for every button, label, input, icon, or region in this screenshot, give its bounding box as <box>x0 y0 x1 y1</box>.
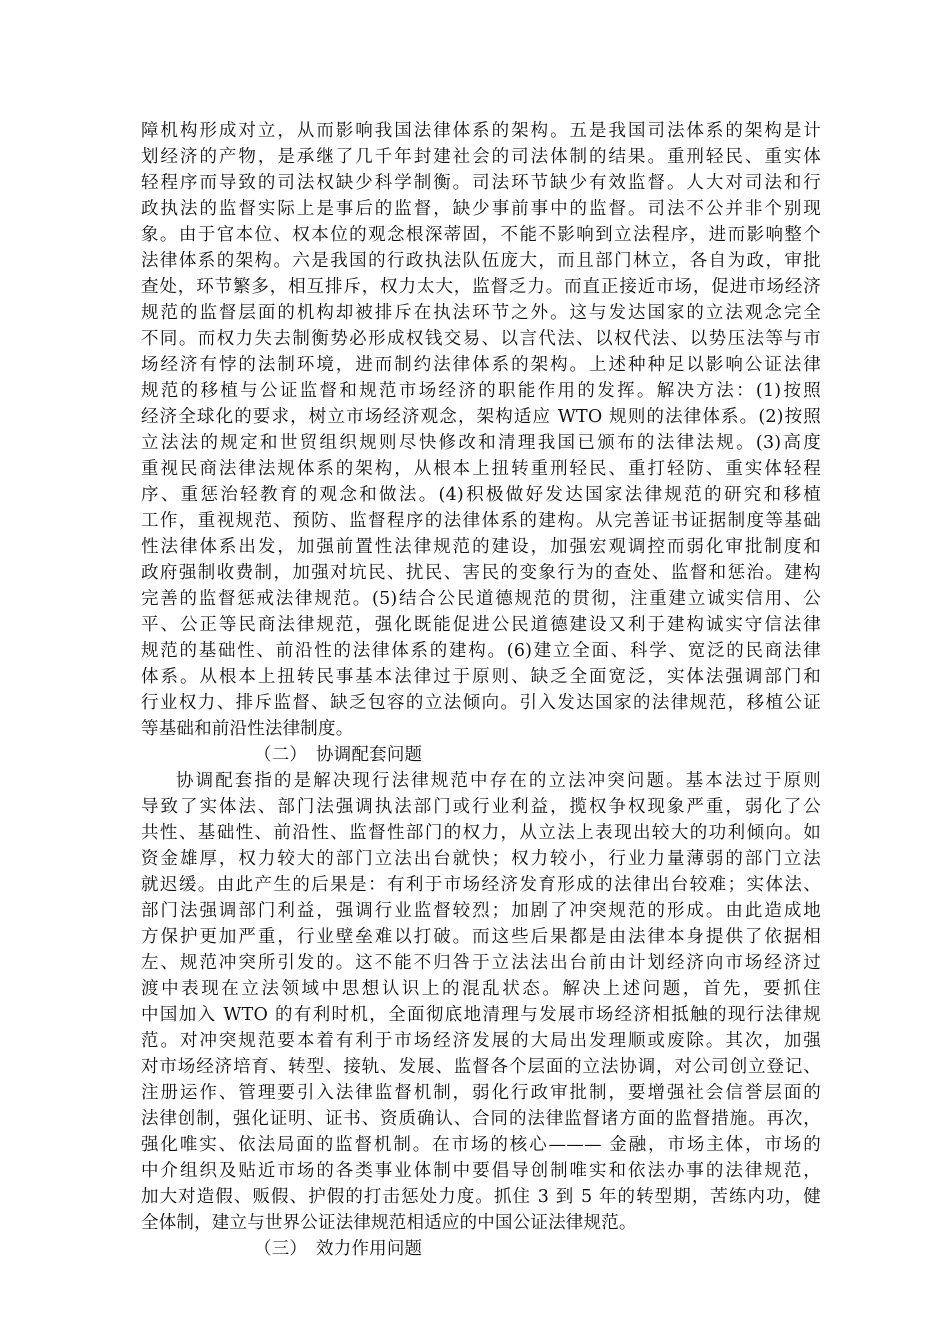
text-line: 平、公正等民商法律规范，强化既能促进公民道德建设又利于建构诚实守信法律 <box>141 615 821 635</box>
text-line: 法律体系的架构。六是我国的行政执法队伍庞大，而且部门林立，各自为政，审批 <box>141 251 821 271</box>
text-line: 重视民商法律法规体系的架构，从根本上扭转重刑轻民、重打轻防、重实体轻程 <box>141 459 821 479</box>
text-line: 强化唯实、依法局面的监督机制。在市场的核心——— 金融，市场主体，市场的 <box>141 1135 821 1155</box>
text-line: 查处，环节繁多，相互排斥，权力太大，监督乏力。而直正接近市场，促进市场经济 <box>141 277 821 297</box>
text-line: 规范的基础性、前沿性的法律体系的建构。(6)建立全面、科学、宽泛的民商法律 <box>141 641 821 661</box>
text-line: 不同。而权力失去制衡势必形成权钱交易、以言代法、以权代法、以势压法等与市 <box>141 329 821 349</box>
text-line: 左、规范冲突所引发的。这不能不归咎于立法法出台前由计划经济向市场经济过 <box>141 953 821 973</box>
text-line: 方保护更加严重，行业壁垒难以打破。而这些后果都是由法律本身提供了依据相 <box>141 927 821 947</box>
text-line: 政执法的监督实际上是事后的监督，缺少事前事中的监督。司法不公并非个别现 <box>141 199 821 219</box>
text-line: 完善的监督惩戒法律规范。(5)结合公民道德规范的贯彻，注重建立诚实信用、公 <box>141 589 821 609</box>
text-line: 立法法的规定和世贸组织规则尽快修改和清理我国已颁布的法律法规。(3)高度 <box>141 433 821 453</box>
text-line: 加大对造假、贩假、护假的打击惩处力度。抓住 3 到 5 年的转型期，苦练内功，健 <box>141 1187 821 1207</box>
text-line: 中介组织及贴近市场的各类事业体制中要倡导创制唯实和依法办事的法律规范， <box>141 1161 821 1181</box>
text-line: 全体制，建立与世界公证法律规范相适应的中国公证法律规范。 <box>141 1213 637 1233</box>
text-line: 对市场经济培育、转型、接轨、发展、监督各个层面的立法协调，对公司创立登记、 <box>141 1057 821 1077</box>
text-line: 等基础和前沿性法律制度。 <box>141 719 354 739</box>
text-line: 序、重惩治轻教育的观念和做法。(4)积极做好发达国家法律规范的研究和移植 <box>141 485 821 505</box>
text-line: 法律创制，强化证明、证书、资质确认、合同的法律监督诸方面的监督措施。再次， <box>141 1109 821 1129</box>
text-line: 划经济的产物，是承继了几千年封建社会的司法体制的结果。重刑轻民、重实体 <box>141 147 821 167</box>
text-line: 场经济有悖的法制环境，进而制约法律体系的架构。上述种种足以影响公证法律 <box>141 355 821 375</box>
text-line: 性法律体系出发，加强前置性法律规范的建设，加强宏观调控而弱化审批制度和 <box>141 537 821 557</box>
text-line: 注册运作、管理要引入法律监督机制，弱化行政审批制，要增强社会信誉层面的 <box>141 1083 821 1103</box>
text-line: 工作，重视规范、预防、监督程序的法律体系的建构。从完善证书证据制度等基础 <box>141 511 821 531</box>
text-line: 体系。从根本上扭转民事基本法律过于原则、缺乏全面宽泛，实体法强调部门和 <box>141 667 821 687</box>
text-line: 范。对冲突规范要本着有利于市场经济发展的大局出发理顺或废除。其次，加强 <box>141 1031 821 1051</box>
text-line: 协调配套指的是解决现行法律规范中存在的立法冲突问题。基本法过于原则 <box>176 771 821 791</box>
text-line: 中国加入 WTO 的有利时机，全面彻底地清理与发展市场经济相抵触的现行法律规 <box>141 1005 821 1025</box>
text-line: 经济全球化的要求，树立市场经济观念，架构适应 WTO 规则的法律体系。(2)按照 <box>141 407 821 427</box>
text-line: 资金雄厚，权力较大的部门立法出台就快；权力较小，行业力量薄弱的部门立法 <box>141 849 821 869</box>
section-heading-3: （三） 效力作用问题 <box>254 1239 423 1259</box>
text-line: 轻程序而导致的司法权缺少科学制衡。司法环节缺少有效监督。人大对司法和行 <box>141 173 821 193</box>
text-line: 就迟缓。由此产生的后果是：有利于市场经济发育形成的法律出台较难；实体法、 <box>141 875 821 895</box>
text-line: 部门法强调部门利益，强调行业监督较烈；加剧了冲突规范的形成。由此造成地 <box>141 901 821 921</box>
section-heading-2: （二） 协调配套问题 <box>254 745 423 765</box>
text-line: 规范的移植与公证监督和规范市场经济的职能作用的发挥。解决方法：(1)按照 <box>141 381 821 401</box>
text-line: 政府强制收费制，加强对坑民、扰民、害民的变象行为的查处、监督和惩治。建构 <box>141 563 821 583</box>
text-line: 障机构形成对立，从而影响我国法律体系的架构。五是我国司法体系的架构是计 <box>141 121 821 141</box>
text-line: 导致了实体法、部门法强调执法部门或行业利益，揽权争权现象严重，弱化了公 <box>141 797 821 817</box>
text-line: 规范的监督层面的机构却被排斥在执法环节之外。这与发达国家的立法观念完全 <box>141 303 821 323</box>
text-line: 象。由于官本位、权本位的观念根深蒂固，不能不影响到立法程序，进而影响整个 <box>141 225 821 245</box>
text-line: 行业权力、排斥监督、缺乏包容的立法倾向。引入发达国家的法律规范，移植公证 <box>141 693 821 713</box>
text-line: 渡中表现在立法领域中思想认识上的混乱状态。解决上述问题，首先，要抓住 <box>141 979 821 999</box>
text-line: 共性、基础性、前沿性、监督性部门的权力，从立法上表现出较大的功利倾向。如 <box>141 823 821 843</box>
